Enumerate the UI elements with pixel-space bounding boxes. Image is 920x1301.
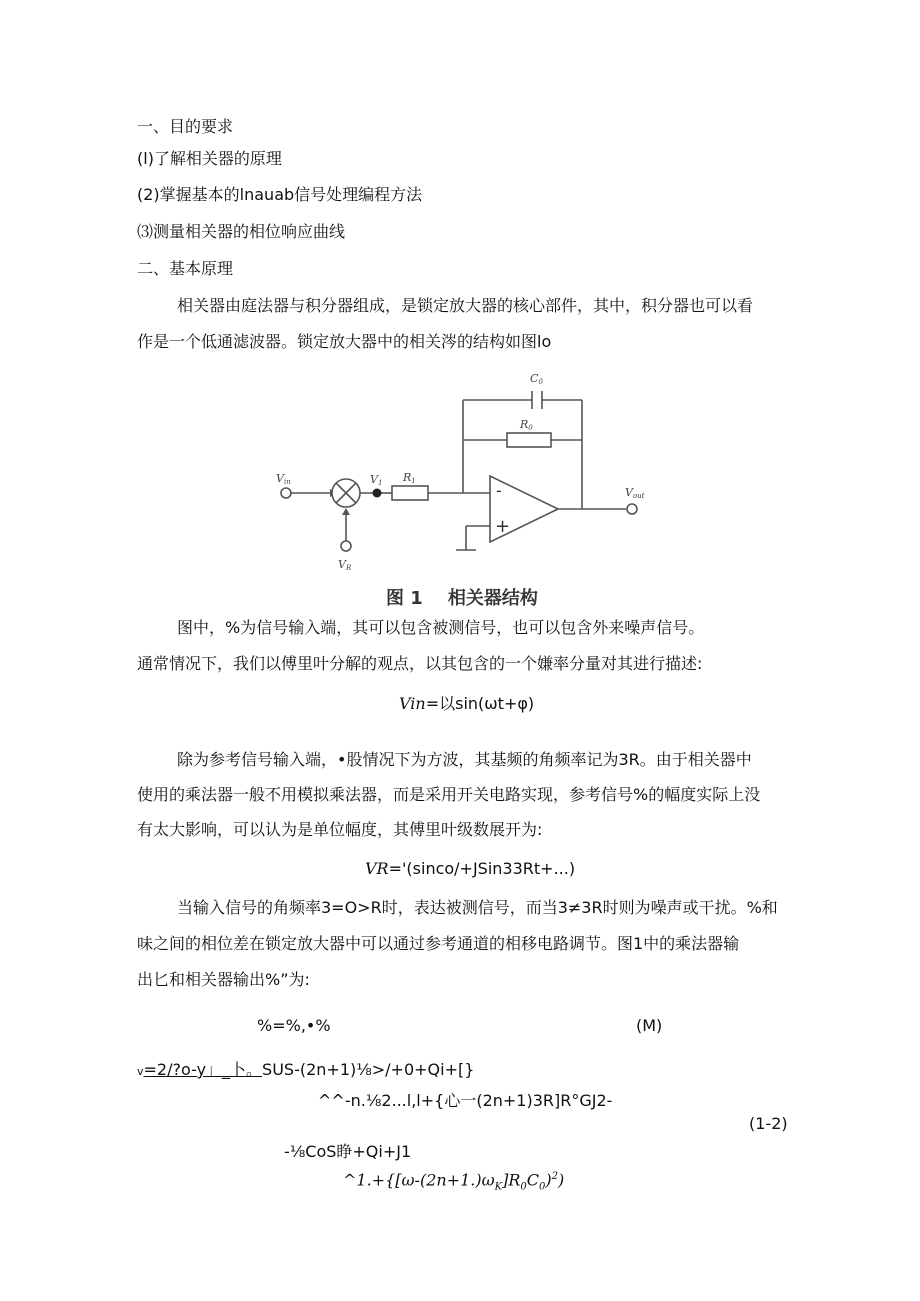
- vr-arrow: [342, 508, 350, 515]
- eq4-line4-sub3: 0: [539, 1181, 546, 1193]
- vout-label: Vout: [625, 486, 645, 500]
- para3-line3: 有太大影响，可以认为是单位幅度，其傅里叶级数展开为:: [137, 820, 543, 839]
- eq4-line4-sub2: 0: [520, 1181, 527, 1193]
- principle-para1-line1: 相关器由庭法器与积分器组成，是锁定放大器的核心部件，其中，积分器也可以看: [177, 296, 754, 315]
- c0-label: C0: [530, 372, 543, 386]
- eq4-line4-close: ): [558, 1170, 565, 1190]
- r1-resistor: [392, 486, 428, 500]
- para2-line1: 图中，%为信号输入端，其可以包含被测信号，也可以包含外来噪声信号。: [177, 618, 705, 637]
- eq4-line4-rest: ]R: [502, 1170, 521, 1190]
- v1-node: [373, 489, 382, 498]
- para4-line2: 味之间的相位差在锁定放大器中可以通过参考通道的相移电路调节。图1中的乘法器输: [137, 934, 740, 953]
- vr-terminal: [341, 541, 351, 551]
- objective-item-1: (l)了解相关器的原理: [137, 149, 282, 168]
- eq4-line4-main: ^1.+{[ω-(2n+1.)ω: [343, 1170, 495, 1190]
- vout-terminal: [627, 504, 637, 514]
- para2-line2: 通常情况下，我们以傅里叶分解的观点，以其包含的一个嫌率分量对其进行描述:: [137, 654, 703, 673]
- equation-number-m: (M): [636, 1016, 663, 1035]
- equation-output-line4: [343, 1167, 564, 1198]
- eq4-rest: SUS-(2n+1)⅛>/+0+Qi+[}: [262, 1060, 475, 1079]
- equation-vin-rhs: =以sin(ωt+φ): [425, 694, 535, 713]
- objective-item-2: (2)掌握基本的lnauab信号处理编程方法: [137, 185, 423, 204]
- eq4-prefix: v: [137, 1065, 144, 1078]
- equation-vr: [365, 859, 575, 879]
- correlator-circuit-diagram: [270, 366, 660, 581]
- equation-multiplier: %=%,•%: [257, 1016, 331, 1035]
- objective-item-3: ⑶测量相关器的相位响应曲线: [137, 222, 346, 241]
- v1-label: V1: [370, 473, 383, 487]
- figure-caption: 图 1 相关器结构: [386, 588, 538, 609]
- para3-line1: 除为参考信号输入端，•股情况下为方波，其基频的角频率记为3R。由于相关器中: [177, 750, 752, 769]
- section1-heading: 一、目的要求: [137, 117, 234, 136]
- eq4-line4-end: ): [545, 1170, 552, 1190]
- equation-vr-rhs: ='(sinco/+JSin33Rt+...): [388, 859, 576, 878]
- equation-vin: [399, 694, 534, 714]
- r0-resistor: [507, 433, 551, 447]
- eq4-line4-sup: 2: [551, 1171, 559, 1182]
- equation-vin-lhs: Vin: [399, 694, 426, 713]
- equation-output-line3: -⅛CoS睁+Qi+J1: [284, 1142, 412, 1161]
- section2-heading: 二、基本原理: [137, 259, 234, 278]
- op-amp-plus: +: [495, 516, 511, 537]
- r0-label: R0: [520, 418, 533, 432]
- para4-line1: 当输入信号的角频率3=O>R时，表达被测信号，而当3≠3R时则为噪声或干扰。%和: [177, 898, 778, 917]
- equation-output-line1: [137, 1060, 474, 1082]
- vin-terminal: [281, 488, 291, 498]
- vr-label: VR: [338, 558, 352, 572]
- eq4-line4-sub: K: [494, 1181, 503, 1193]
- eq4-underlined: =2/?o-y」_卜。: [143, 1060, 263, 1079]
- principle-para1-line2: 作是一个低通滤波器。锁定放大器中的相关涔的结构如图lo: [137, 332, 552, 351]
- vin-label: Vin: [276, 472, 291, 486]
- equation-number-1-2: (1-2): [749, 1114, 788, 1133]
- op-amp-minus: -: [496, 481, 502, 500]
- para3-line2: 使用的乘法器一般不用模拟乘法器，而是采用开关电路实现，参考信号%的幅度实际上没: [137, 785, 761, 804]
- r1-label: R1: [403, 471, 416, 485]
- equation-output-line2: ^^-n.⅛2...l,l+{心一(2n+1)3R]R°GJ2-: [318, 1091, 613, 1110]
- equation-vr-lhs: VR: [365, 859, 389, 878]
- eq4-line4-c: C: [526, 1170, 540, 1190]
- para4-line3: 出匕和相关器输出%”为:: [137, 970, 310, 989]
